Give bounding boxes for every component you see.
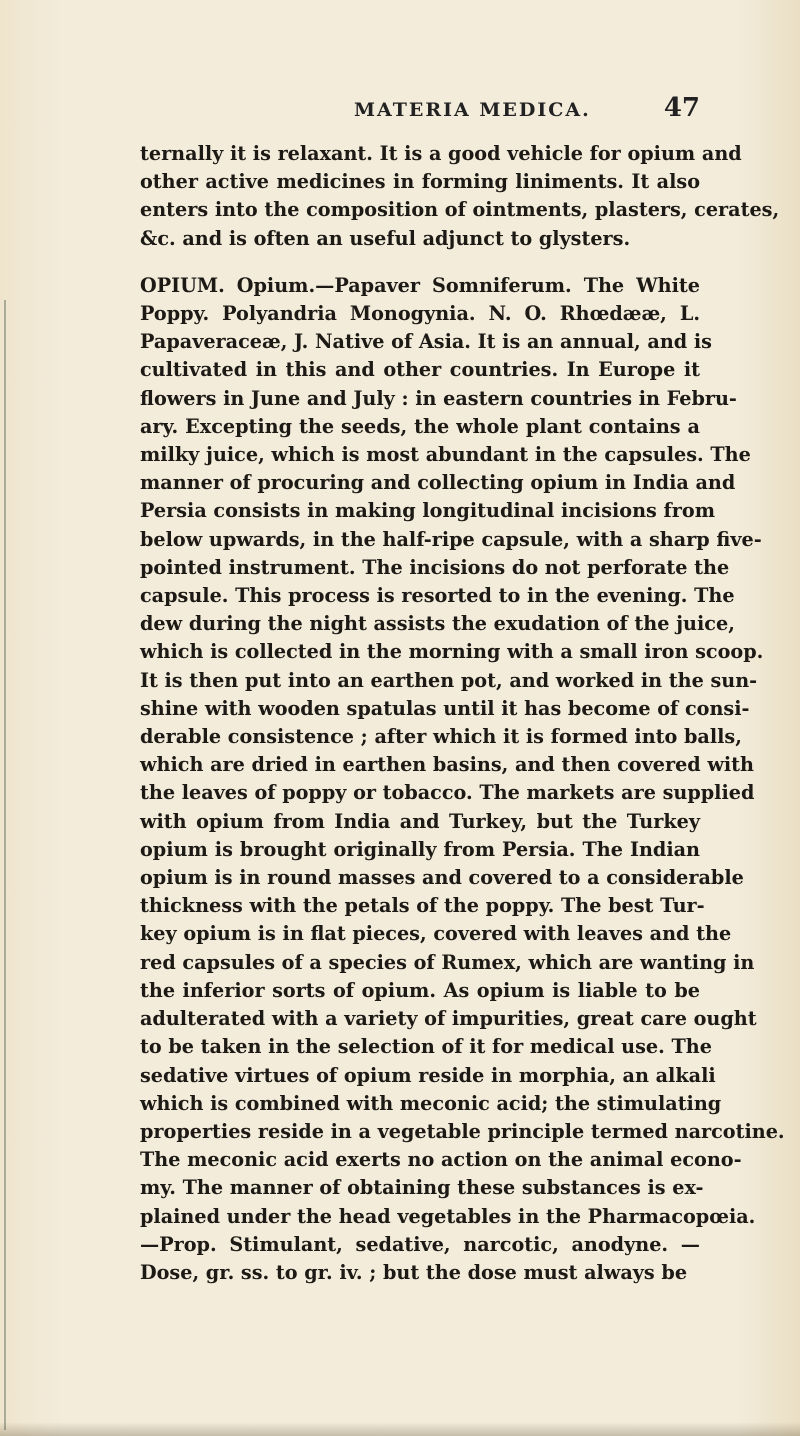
text-line: milky juice, which is most abundant in the capsules. The: [140, 443, 751, 467]
text-line: below upwards, in the half-ripe capsule, with a sharp five-: [140, 527, 762, 551]
body-text: [140, 140, 785, 1287]
text-line: shine with wooden spatulas until it has become of consi-: [140, 696, 750, 720]
page-header: [140, 93, 700, 133]
page-edge-shadow: [4, 300, 6, 1430]
text-line: derable consistence ; after which it is formed into balls,: [140, 725, 742, 749]
text-line: opium is in round masses and covered to a considerable: [140, 866, 744, 890]
text-line: properties reside in a vegetable principle termed narcotine.: [140, 1119, 785, 1143]
text-line: ternally it is relaxant. It is a good vehicle for opium and: [140, 142, 742, 165]
text-line: &c. and is often an useful adjunct to glysters.: [140, 226, 631, 250]
running-head: MATERIA MEDICA.: [354, 99, 591, 121]
text-line: red capsules of a species of Rumex, which are wanting in: [140, 950, 755, 974]
opium-entry: [140, 272, 785, 1287]
text-line: thickness with the petals of the poppy. The best Tur-: [140, 894, 705, 918]
text-line: my. The manner of obtaining these substances is ex-: [140, 1176, 704, 1200]
text-line: opium is brought originally from Persia. The Indian: [140, 837, 700, 861]
text-line: other active medicines in forming liniments. It also: [140, 170, 700, 194]
text-line: capsule. This process is resorted to in the evening. The: [140, 584, 735, 608]
text-line: Persia consists in making longitudinal incisions from: [140, 499, 715, 523]
text-line: pointed instrument. The incisions do not perforate the: [140, 555, 730, 579]
text-line: —Prop. Stimulant, sedative, narcotic, anodyne. —: [140, 1232, 700, 1256]
page-number: 47: [663, 93, 700, 123]
text-line: adulterated with a variety of impurities, great care ought: [140, 1007, 757, 1031]
text-line: The meconic acid exerts no action on the animal econo-: [140, 1148, 742, 1172]
text-line: Poppy. Polyandria Monogynia. N. O. Rhœdææ, L.: [140, 302, 700, 326]
paragraph-continuation: [140, 140, 780, 253]
text-line: the inferior sorts of opium. As opium is liable to be: [140, 978, 700, 1002]
text-line: the leaves of poppy or tobacco. The markets are supplied: [140, 781, 755, 805]
text-line: which is collected in the morning with a small iron scoop.: [140, 640, 764, 664]
text-line: Dose, gr. ss. to gr. iv. ; but the dose must always be: [140, 1260, 688, 1284]
text-line: enters into the composition of ointments, plasters, cerates,: [140, 198, 780, 222]
text-line: manner of procuring and collecting opium in India and: [140, 471, 736, 495]
page-bottom-shadow: [0, 1422, 800, 1436]
text-line: cultivated in this and other countries. In Europe it: [140, 358, 700, 382]
text-line: plained under the head vegetables in the Pharmacopœia.: [140, 1204, 756, 1228]
text-line: It is then put into an earthen pot, and worked in the sun-: [140, 668, 758, 692]
text-line: to be taken in the selection of it for medical use. The: [140, 1035, 712, 1059]
text-line: flowers in June and July : in eastern countries in Febru-: [140, 386, 737, 410]
text-line: sedative virtues of opium reside in morphia, an alkali: [140, 1063, 716, 1087]
text-line: which is combined with meconic acid; the stimulating: [140, 1091, 722, 1115]
text-line: dew during the night assists the exudation of the juice,: [140, 612, 735, 636]
text-line: OPIUM. Opium.—Papaver Somniferum. The White: [140, 273, 700, 297]
text-line: Papaveraceæ, J. Native of Asia. It is an annual, and is: [140, 330, 712, 354]
text-line: ary. Excepting the seeds, the whole plant contains a: [140, 414, 700, 438]
text-line: which are dried in earthen basins, and then covered with: [140, 753, 754, 777]
text-line: with opium from India and Turkey, but the Turkey: [140, 809, 700, 833]
text-line: key opium is in flat pieces, covered with leaves and the: [140, 922, 732, 946]
